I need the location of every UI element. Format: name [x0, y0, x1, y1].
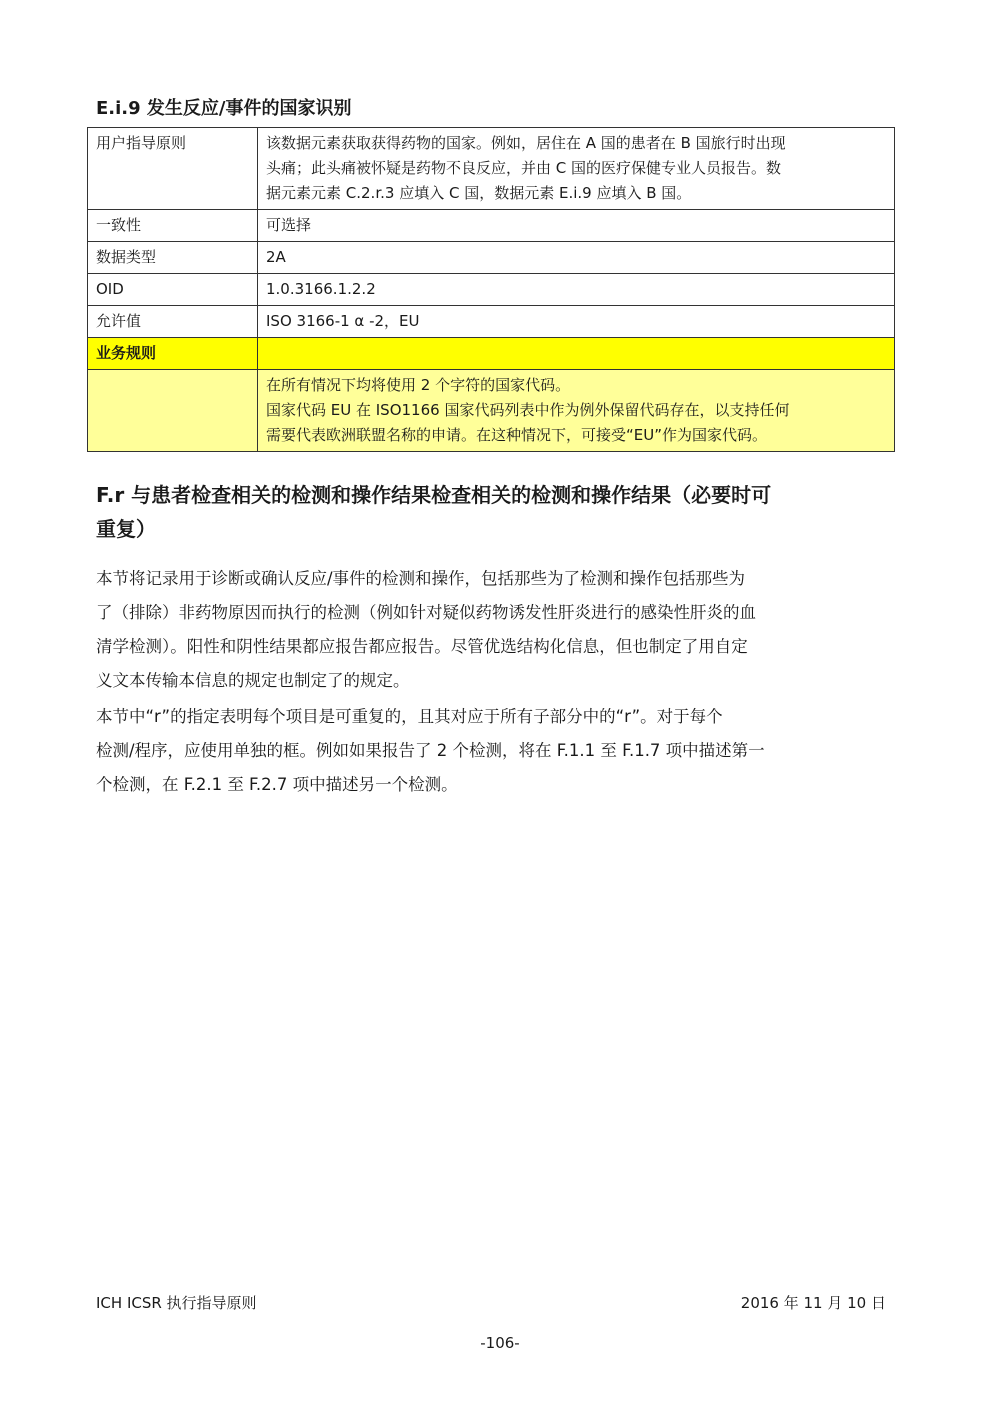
paragraph-line: 个检测，在 F.2.1 至 F.2.7 项中描述另一个检测。 [96, 775, 458, 794]
section-f-paragraph-2 [96, 700, 906, 802]
business-rules-line: 国家代码 EU 在 ISO1166 国家代码列表中作为例外保留代码存在，以支持任何 [266, 401, 790, 419]
business-rules-label: 业务规则 [88, 338, 258, 370]
paragraph-line: 本节将记录用于诊断或确认反应/事件的检测和操作，包括那些为了检测和操作包括那些为 [96, 569, 746, 588]
table-row [88, 274, 895, 306]
business-rules-text [258, 370, 895, 452]
section-f-heading-line: F.r 与患者检查相关的检测和操作结果检查相关的检测和操作结果（必要时可 [96, 483, 772, 507]
footer-date: 2016 年 11 月 10 日 [740, 1294, 886, 1312]
paragraph-line: 义文本传输本信息的规定也制定了的规定。 [96, 671, 410, 690]
guidance-text [258, 128, 895, 210]
business-rules-header-row [88, 338, 895, 370]
business-rules-line: 需要代表欧洲联盟名称的申请。在这种情况下，可接受“EU”作为国家代码。 [266, 426, 768, 444]
page-number: -106- [480, 1334, 520, 1352]
allowed-values-label: 允许值 [88, 306, 258, 338]
section-f-paragraph-1 [96, 562, 906, 698]
business-rules-header-empty [258, 338, 895, 370]
data-element-table [87, 127, 895, 452]
allowed-values-value: ISO 3166-1 α -2，EU [258, 306, 895, 338]
business-rules-line: 在所有情况下均将使用 2 个字符的国家代码。 [266, 376, 571, 394]
guidance-line: 头痛；此头痛被怀疑是药物不良反应，并由 C 国的医疗保健专业人员报告。数 [266, 159, 782, 177]
paragraph-line: 了（排除）非药物原因而执行的检测（例如针对疑似药物诱发性肝炎进行的感染性肝炎的血 [96, 603, 756, 622]
oid-label: OID [88, 274, 258, 306]
datatype-label: 数据类型 [88, 242, 258, 274]
guidance-line: 该数据元素获取获得药物的国家。例如，居住在 A 国的患者在 B 国旅行时出现 [266, 134, 786, 152]
table-row [88, 242, 895, 274]
section-f-heading-line: 重复） [96, 517, 156, 541]
guidance-label: 用户指导原则 [88, 128, 258, 210]
guidance-line: 据元素元素 C.2.r.3 应填入 C 国，数据元素 E.i.9 应填入 B 国。 [266, 184, 692, 202]
section-title: E.i.9 发生反应/事件的国家识别 [96, 98, 352, 119]
table-row [88, 128, 895, 210]
datatype-value: 2A [258, 242, 895, 274]
conformance-label: 一致性 [88, 210, 258, 242]
section-f-heading [96, 478, 906, 546]
business-rules-body-row [88, 370, 895, 452]
footer-document-title: ICH ICSR 执行指导原则 [96, 1294, 257, 1312]
oid-value: 1.0.3166.1.2.2 [258, 274, 895, 306]
conformance-value: 可选择 [258, 210, 895, 242]
paragraph-line: 检测/程序，应使用单独的框。例如如果报告了 2 个检测，将在 F.1.1 至 F.1.7 项中描述第一 [96, 741, 765, 760]
paragraph-line: 本节中“r”的指定表明每个项目是可重复的，且其对应于所有子部分中的“r”。对于每个 [96, 707, 723, 726]
business-rules-body-empty [88, 370, 258, 452]
table-row [88, 210, 895, 242]
paragraph-line: 清学检测）。阳性和阴性结果都应报告都应报告。尽管优选结构化信息，但也制定了用自定 [96, 637, 748, 656]
table-row [88, 306, 895, 338]
